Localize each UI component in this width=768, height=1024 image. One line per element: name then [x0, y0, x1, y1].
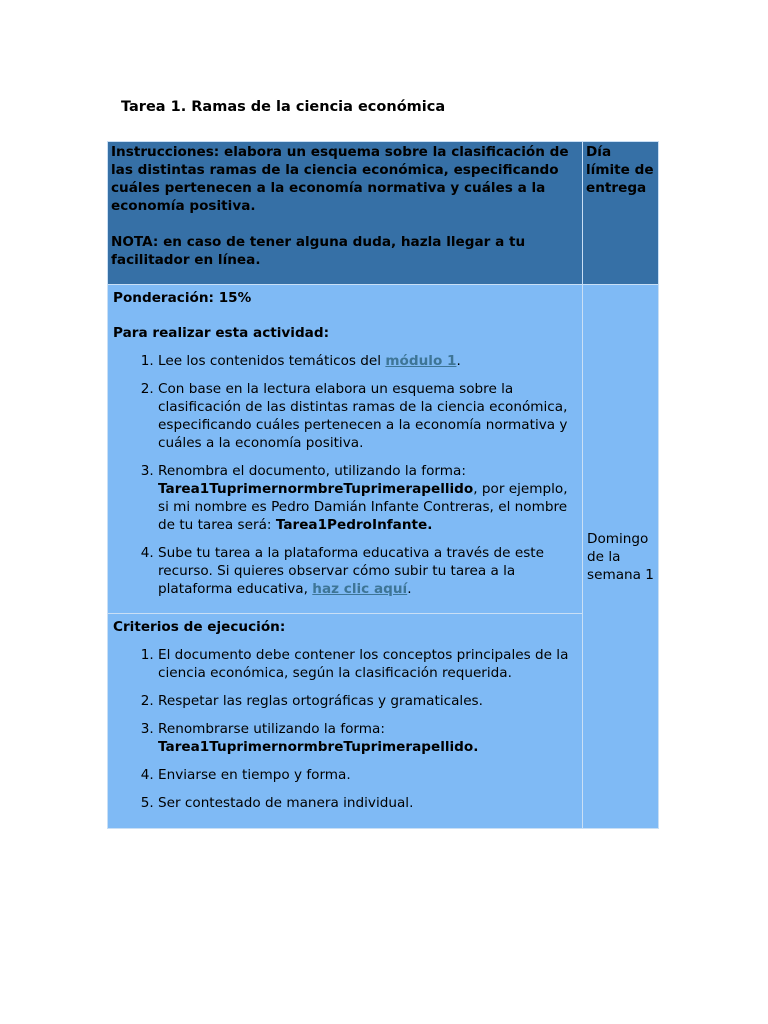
- weight-label: Ponderación: 15%: [113, 290, 252, 306]
- criteria-text: El documento debe contener los conceptos principales de la ciencia económica, según la clasificación requerida.: [158, 647, 569, 681]
- note-text: NOTA: en caso de tener alguna duda, hazla llegar a tu facilitador en línea.: [111, 234, 526, 268]
- criteria-text: Renombrarse utilizando la forma:: [158, 721, 385, 737]
- table-header-row: [108, 142, 659, 285]
- activity-row: [108, 285, 659, 614]
- filename-format: Tarea1TuprimernormbreTuprimerapellido.: [158, 739, 479, 755]
- list-item: [158, 720, 576, 756]
- criteria-cell: [108, 614, 583, 829]
- page-title: Tarea 1. Ramas de la ciencia económica: [121, 99, 446, 115]
- list-item: [158, 766, 576, 784]
- criteria-row: [108, 614, 659, 829]
- list-item: [158, 794, 576, 812]
- list-item: [158, 692, 576, 710]
- criteria-text: Respetar las reglas ortográficas y gramaticales.: [158, 693, 483, 709]
- click-here-link[interactable]: haz clic aquí: [312, 581, 408, 597]
- filename-example: Tarea1PedroInfante.: [275, 517, 433, 533]
- step-text: Renombra el documento, utilizando la forma:: [158, 463, 466, 479]
- step-text: .: [407, 581, 412, 597]
- criteria-list: [113, 646, 576, 812]
- deadline-label: Día límite de entrega: [586, 144, 654, 196]
- step-text: Sube tu tarea a la plataforma educativa a través de este recurso. Si quieres observar cómo subir tu tarea a la plataforma educativa,: [158, 545, 544, 597]
- activity-steps-list: [113, 352, 576, 598]
- criteria-text: Ser contestado de manera individual.: [158, 795, 414, 811]
- step-text: Lee los contenidos temáticos del: [158, 353, 386, 369]
- criteria-heading: Criterios de ejecución:: [113, 619, 286, 635]
- filename-format: Tarea1TuprimernormbreTuprimerapellido: [158, 481, 474, 497]
- list-item: [158, 646, 576, 682]
- list-item: [158, 462, 576, 534]
- step-text: , por ejemplo, si mi nombre es Pedro Damián Infante Contreras, el nombre de tu tarea será:: [158, 481, 568, 533]
- list-item: [158, 544, 576, 598]
- instructions-cell: [108, 142, 583, 285]
- deadline-header-cell: [583, 142, 659, 285]
- criteria-text: Enviarse en tiempo y forma.: [158, 767, 351, 783]
- instructions-text: Instrucciones: elabora un esquema sobre la clasificación de las distintas ramas de la ciencia económica, especificando cuáles pertenecen a la economía normativa y cuáles a la economía positiva.: [111, 144, 569, 214]
- step-text: .: [456, 353, 461, 369]
- deadline-value-cell: [583, 285, 659, 829]
- activity-cell: [108, 285, 583, 614]
- step-text: Con base en la lectura elabora un esquema sobre la clasificación de las distintas ramas de la ciencia económica, especificando cuáles pertenecen a la economía normativa y cuáles a la economía positiva.: [158, 381, 568, 451]
- list-item: [158, 352, 576, 370]
- activity-heading: Para realizar esta actividad:: [113, 325, 330, 341]
- module-1-link[interactable]: módulo 1: [385, 353, 457, 369]
- list-item: [158, 380, 576, 452]
- deadline-value: Domingo de la semana 1: [587, 530, 654, 583]
- task-table: [107, 141, 659, 829]
